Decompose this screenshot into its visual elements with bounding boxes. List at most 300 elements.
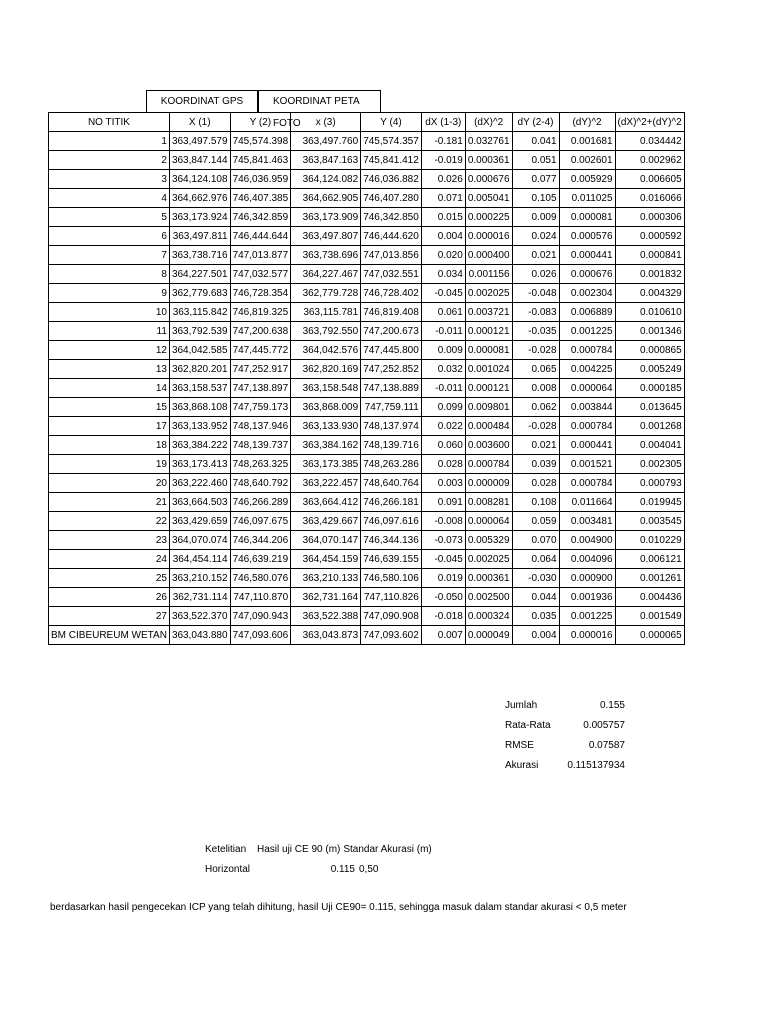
table-cell: 747,200.638 <box>230 322 291 341</box>
table-cell: 747,252.917 <box>230 360 291 379</box>
table-cell: 746,036.882 <box>361 170 422 189</box>
col-header-y4: Y (4) <box>361 113 422 132</box>
table-cell: 0.003844 <box>559 398 615 417</box>
table-cell: 0.001521 <box>559 455 615 474</box>
point-id-cell: 21 <box>49 493 170 512</box>
table-cell: -0.008 <box>421 512 465 531</box>
table-cell: 0.000361 <box>465 151 512 170</box>
table-cell: 363,738.716 <box>169 246 230 265</box>
table-cell: 363,133.952 <box>169 417 230 436</box>
table-cell: 0.035 <box>512 607 559 626</box>
table-cell: 0.000784 <box>465 455 512 474</box>
table-cell: 0.000016 <box>559 626 615 645</box>
table-row <box>49 455 685 474</box>
table-cell: 746,728.402 <box>361 284 422 303</box>
point-id-cell: 6 <box>49 227 170 246</box>
table-cell: 363,847.144 <box>169 151 230 170</box>
table-cell: 363,792.550 <box>291 322 361 341</box>
table-cell: 364,662.905 <box>291 189 361 208</box>
table-row <box>49 417 685 436</box>
summary-label: Akurasi <box>505 760 539 771</box>
table-cell: 0.000064 <box>559 379 615 398</box>
table-cell: 0.051 <box>512 151 559 170</box>
table-cell: 748,137.974 <box>361 417 422 436</box>
table-cell: 0.001549 <box>615 607 684 626</box>
table-cell: 0.001225 <box>559 322 615 341</box>
table-cell: 0.000361 <box>465 569 512 588</box>
point-id-cell: 24 <box>49 550 170 569</box>
table-row <box>49 151 685 170</box>
table-cell: 0.000576 <box>559 227 615 246</box>
table-cell: 363,115.781 <box>291 303 361 322</box>
table-cell: 364,124.108 <box>169 170 230 189</box>
table-cell: 0.000081 <box>465 341 512 360</box>
point-id-cell: 12 <box>49 341 170 360</box>
table-cell: 363,522.370 <box>169 607 230 626</box>
table-row <box>49 208 685 227</box>
table-cell: 364,227.501 <box>169 265 230 284</box>
col-header-x3: x (3) <box>291 113 361 132</box>
table-cell: 746,407.280 <box>361 189 422 208</box>
table-cell: 0.009 <box>421 341 465 360</box>
table-cell: 0.011025 <box>559 189 615 208</box>
table-row <box>49 607 685 626</box>
table-cell: 0.008281 <box>465 493 512 512</box>
table-cell: 746,342.850 <box>361 208 422 227</box>
table-cell: 363,429.659 <box>169 512 230 531</box>
table-row <box>49 474 685 493</box>
table-cell: 0.000016 <box>465 227 512 246</box>
point-id-cell: 4 <box>49 189 170 208</box>
table-cell: 363,173.924 <box>169 208 230 227</box>
table-cell: 0.022 <box>421 417 465 436</box>
table-cell: 746,036.959 <box>230 170 291 189</box>
point-id-cell: 13 <box>49 360 170 379</box>
table-row <box>49 341 685 360</box>
table-cell: 746,097.616 <box>361 512 422 531</box>
table-cell: 0.004329 <box>615 284 684 303</box>
table-cell: 747,013.856 <box>361 246 422 265</box>
summary-label: Rata-Rata <box>505 720 551 731</box>
point-id-cell: 20 <box>49 474 170 493</box>
table-cell: 746,728.354 <box>230 284 291 303</box>
table-cell: 0.000784 <box>559 341 615 360</box>
table-cell: 364,070.147 <box>291 531 361 550</box>
table-cell: 0.001261 <box>615 569 684 588</box>
table-cell: 747,013.877 <box>230 246 291 265</box>
table-cell: 746,266.289 <box>230 493 291 512</box>
table-body <box>49 132 685 645</box>
point-id-cell: 7 <box>49 246 170 265</box>
summary-value: 0.07587 <box>588 740 625 751</box>
table-cell: -0.018 <box>421 607 465 626</box>
table-cell: 364,454.114 <box>169 550 230 569</box>
table-cell: 362,731.164 <box>291 588 361 607</box>
table-cell: 363,210.133 <box>291 569 361 588</box>
table-cell: 363,664.412 <box>291 493 361 512</box>
table-cell: -0.181 <box>421 132 465 151</box>
table-cell: 745,841.412 <box>361 151 422 170</box>
table-cell: 0.000064 <box>465 512 512 531</box>
table-cell: 363,158.548 <box>291 379 361 398</box>
table-cell: 747,093.602 <box>361 626 422 645</box>
table-row <box>49 227 685 246</box>
point-id-cell: 19 <box>49 455 170 474</box>
table-cell: 746,819.325 <box>230 303 291 322</box>
group-header-gps: KOORDINAT GPS <box>146 90 258 112</box>
col-header-dx: dX (1-3) <box>421 113 465 132</box>
table-cell: -0.050 <box>421 588 465 607</box>
table-cell: 0.000793 <box>615 474 684 493</box>
table-cell: 0.004096 <box>559 550 615 569</box>
table-cell: 0.005249 <box>615 360 684 379</box>
table-cell: 0.091 <box>421 493 465 512</box>
table-cell: 363,847.163 <box>291 151 361 170</box>
table-row <box>49 132 685 151</box>
table-cell: 0.004225 <box>559 360 615 379</box>
point-id-cell: 15 <box>49 398 170 417</box>
table-cell: 746,639.219 <box>230 550 291 569</box>
table-cell: 0.000484 <box>465 417 512 436</box>
table-cell: 364,124.082 <box>291 170 361 189</box>
table-cell: 0.071 <box>421 189 465 208</box>
table-cell: 0.002304 <box>559 284 615 303</box>
table-cell: 363,210.152 <box>169 569 230 588</box>
table-cell: 364,454.159 <box>291 550 361 569</box>
table-row <box>49 246 685 265</box>
table-cell: 746,266.181 <box>361 493 422 512</box>
ketelitian-value-row <box>205 860 432 880</box>
col-header-dy: dY (2-4) <box>512 113 559 132</box>
table-cell: 0.065 <box>512 360 559 379</box>
table-cell: 363,792.539 <box>169 322 230 341</box>
point-id-cell: 10 <box>49 303 170 322</box>
table-row <box>49 303 685 322</box>
table-row <box>49 626 685 645</box>
table-cell: 0.064 <box>512 550 559 569</box>
table-cell: 0.000324 <box>465 607 512 626</box>
table-cell: 0.000592 <box>615 227 684 246</box>
horizontal-label: Horizontal <box>205 864 251 875</box>
table-cell: 746,580.106 <box>361 569 422 588</box>
table-cell: 0.000121 <box>465 322 512 341</box>
table-cell: 0.002601 <box>559 151 615 170</box>
table-cell: 0.001681 <box>559 132 615 151</box>
table-cell: -0.045 <box>421 550 465 569</box>
ketelitian-block <box>205 840 432 880</box>
table-cell: 0.062 <box>512 398 559 417</box>
table-cell: 0.001024 <box>465 360 512 379</box>
table-cell: 0.000400 <box>465 246 512 265</box>
table-cell: 0.009 <box>512 208 559 227</box>
table-cell: 745,841.463 <box>230 151 291 170</box>
table-row <box>49 512 685 531</box>
table-cell: 747,032.551 <box>361 265 422 284</box>
table-row <box>49 322 685 341</box>
group-header-peta-foto: KOORDINAT PETA FOTO <box>258 90 381 112</box>
table-cell: 0.000049 <box>465 626 512 645</box>
table-cell: 0.039 <box>512 455 559 474</box>
table-cell: 0.020 <box>421 246 465 265</box>
summary-value: 0.005757 <box>583 720 625 731</box>
table-cell: 363,115.842 <box>169 303 230 322</box>
table-cell: 363,497.811 <box>169 227 230 246</box>
icp-table <box>48 112 685 645</box>
table-cell: 0.019 <box>421 569 465 588</box>
table-cell: 363,497.760 <box>291 132 361 151</box>
point-id-cell: 9 <box>49 284 170 303</box>
table-cell: 0.006889 <box>559 303 615 322</box>
summary-label: Jumlah <box>505 700 538 711</box>
table-cell: 748,640.764 <box>361 474 422 493</box>
table-cell: 0.002962 <box>615 151 684 170</box>
table-cell: 0.001156 <box>465 265 512 284</box>
header-row <box>49 113 685 132</box>
table-cell: 0.000784 <box>559 474 615 493</box>
point-id-cell: 18 <box>49 436 170 455</box>
table-cell: 746,342.859 <box>230 208 291 227</box>
table-cell: 0.001268 <box>615 417 684 436</box>
table-cell: 363,173.909 <box>291 208 361 227</box>
col-header-x1: X (1) <box>169 113 230 132</box>
table-cell: 0.002025 <box>465 550 512 569</box>
table-cell: 747,252.852 <box>361 360 422 379</box>
point-id-cell: BM CIBEUREUM WETAN <box>49 626 170 645</box>
table-cell: 0.061 <box>421 303 465 322</box>
point-id-cell: 14 <box>49 379 170 398</box>
table-cell: 0.005929 <box>559 170 615 189</box>
table-cell: -0.011 <box>421 379 465 398</box>
point-id-cell: 3 <box>49 170 170 189</box>
table-cell: 363,868.108 <box>169 398 230 417</box>
table-cell: 0.000306 <box>615 208 684 227</box>
table-cell: 364,227.467 <box>291 265 361 284</box>
table-cell: 362,779.683 <box>169 284 230 303</box>
table-cell: 363,522.388 <box>291 607 361 626</box>
table-cell: 0.000676 <box>465 170 512 189</box>
table-cell: 0.000441 <box>559 246 615 265</box>
table-cell: 747,110.826 <box>361 588 422 607</box>
table-cell: 0.060 <box>421 436 465 455</box>
table-row <box>49 493 685 512</box>
table-cell: 0.021 <box>512 246 559 265</box>
table-cell: 746,344.206 <box>230 531 291 550</box>
table-cell: 0.002025 <box>465 284 512 303</box>
table-cell: 746,097.675 <box>230 512 291 531</box>
table-cell: 0.003721 <box>465 303 512 322</box>
table-cell: 0.041 <box>512 132 559 151</box>
table-cell: 362,820.169 <box>291 360 361 379</box>
table-cell: 0.004436 <box>615 588 684 607</box>
table-cell: 0.003 <box>421 474 465 493</box>
table-cell: 363,868.009 <box>291 398 361 417</box>
table-cell: 0.004900 <box>559 531 615 550</box>
table-cell: 363,384.162 <box>291 436 361 455</box>
table-cell: 0.000676 <box>559 265 615 284</box>
table-cell: 0.000065 <box>615 626 684 645</box>
point-id-cell: 2 <box>49 151 170 170</box>
summary-label: RMSE <box>505 740 534 751</box>
summary-row-jumlah <box>505 696 625 716</box>
point-id-cell: 1 <box>49 132 170 151</box>
table-cell: -0.073 <box>421 531 465 550</box>
point-id-cell: 25 <box>49 569 170 588</box>
table-cell: 0.044 <box>512 588 559 607</box>
conclusion-text: berdasarkan hasil pengecekan ICP yang telah dihitung, hasil Uji CE90= 0.115, sehingga masuk dalam standar akurasi < 0,5 meter <box>50 902 627 913</box>
table-cell: 747,759.111 <box>361 398 422 417</box>
table-cell: 363,497.579 <box>169 132 230 151</box>
point-id-cell: 11 <box>49 322 170 341</box>
table-cell: 748,263.325 <box>230 455 291 474</box>
point-id-cell: 8 <box>49 265 170 284</box>
table-cell: 363,497.807 <box>291 227 361 246</box>
table-cell: 0.034 <box>421 265 465 284</box>
table-cell: 0.003545 <box>615 512 684 531</box>
summary-row-akurasi <box>505 756 625 776</box>
table-row <box>49 170 685 189</box>
summary-row-rata-rata <box>505 716 625 736</box>
ce90-header: Hasil uji CE 90 (m) <box>257 844 341 855</box>
summary-row-rmse <box>505 736 625 756</box>
table-cell: 747,110.870 <box>230 588 291 607</box>
table-cell: 746,580.076 <box>230 569 291 588</box>
table-cell: 747,445.800 <box>361 341 422 360</box>
table-cell: 748,139.716 <box>361 436 422 455</box>
table-cell: 0.010610 <box>615 303 684 322</box>
table-cell: 747,138.889 <box>361 379 422 398</box>
table-cell: 0.000900 <box>559 569 615 588</box>
point-id-cell: 17 <box>49 417 170 436</box>
table-cell: 363,158.537 <box>169 379 230 398</box>
table-cell: 0.002500 <box>465 588 512 607</box>
table-row <box>49 398 685 417</box>
table-row <box>49 531 685 550</box>
table-cell: 745,574.398 <box>230 132 291 151</box>
table-cell: 0.021 <box>512 436 559 455</box>
table-cell: 364,042.576 <box>291 341 361 360</box>
table-cell: 0.003481 <box>559 512 615 531</box>
table-cell: 0.005041 <box>465 189 512 208</box>
table-cell: 0.059 <box>512 512 559 531</box>
table-cell: 0.003600 <box>465 436 512 455</box>
summary-value: 0.115137934 <box>567 760 625 771</box>
table-row <box>49 379 685 398</box>
table-cell: 0.000121 <box>465 379 512 398</box>
point-id-cell: 27 <box>49 607 170 626</box>
table-cell: 0.000865 <box>615 341 684 360</box>
table-cell: 748,263.286 <box>361 455 422 474</box>
table-row <box>49 189 685 208</box>
table-cell: 362,731.114 <box>169 588 230 607</box>
table-cell: 0.001832 <box>615 265 684 284</box>
table-cell: 0.005329 <box>465 531 512 550</box>
table-cell: 747,090.943 <box>230 607 291 626</box>
table-cell: 0.001346 <box>615 322 684 341</box>
col-header-dy2: (dY)^2 <box>559 113 615 132</box>
table-cell: 0.024 <box>512 227 559 246</box>
table-cell: -0.048 <box>512 284 559 303</box>
table-cell: 0.000185 <box>615 379 684 398</box>
table-cell: 748,139.737 <box>230 436 291 455</box>
table-cell: 0.013645 <box>615 398 684 417</box>
table-row <box>49 360 685 379</box>
table-cell: 0.019945 <box>615 493 684 512</box>
table-cell: 0.004 <box>421 227 465 246</box>
point-id-cell: 23 <box>49 531 170 550</box>
point-id-cell: 26 <box>49 588 170 607</box>
table-cell: 0.032761 <box>465 132 512 151</box>
table-cell: 363,133.930 <box>291 417 361 436</box>
table-cell: 0.006605 <box>615 170 684 189</box>
table-row <box>49 550 685 569</box>
table-cell: 0.108 <box>512 493 559 512</box>
table-cell: 0.016066 <box>615 189 684 208</box>
table-cell: 0.011664 <box>559 493 615 512</box>
table-cell: 364,662.976 <box>169 189 230 208</box>
table-cell: 746,407.385 <box>230 189 291 208</box>
table-cell: -0.028 <box>512 341 559 360</box>
table-row <box>49 588 685 607</box>
table-cell: 747,445.772 <box>230 341 291 360</box>
table-cell: 0.001936 <box>559 588 615 607</box>
table-cell: 0.000841 <box>615 246 684 265</box>
table-cell: 745,574.357 <box>361 132 422 151</box>
table-cell: 364,042.585 <box>169 341 230 360</box>
table-cell: 0.034442 <box>615 132 684 151</box>
ce90-value: 0.115 <box>330 864 355 875</box>
table-cell: 0.077 <box>512 170 559 189</box>
table-cell: 363,384.222 <box>169 436 230 455</box>
table-cell: 747,032.577 <box>230 265 291 284</box>
table-cell: 0.008 <box>512 379 559 398</box>
table-cell: 0.000009 <box>465 474 512 493</box>
table-cell: 0.000784 <box>559 417 615 436</box>
summary-block <box>505 696 625 776</box>
table-cell: 0.001225 <box>559 607 615 626</box>
col-header-sum: (dX)^2+(dY)^2 <box>615 113 684 132</box>
table-cell: 746,444.620 <box>361 227 422 246</box>
table-cell: 0.010229 <box>615 531 684 550</box>
table-cell: 0.002305 <box>615 455 684 474</box>
table-cell: 364,070.074 <box>169 531 230 550</box>
table-cell: 746,344.136 <box>361 531 422 550</box>
table-cell: 747,093.606 <box>230 626 291 645</box>
table-cell: 363,043.873 <box>291 626 361 645</box>
table-row <box>49 284 685 303</box>
table-cell: 746,639.155 <box>361 550 422 569</box>
table-cell: 747,138.897 <box>230 379 291 398</box>
col-header-y2: Y (2) <box>230 113 291 132</box>
table-cell: 0.026 <box>421 170 465 189</box>
table-cell: 747,759.173 <box>230 398 291 417</box>
table-cell: 0.007 <box>421 626 465 645</box>
table-cell: 363,173.413 <box>169 455 230 474</box>
table-row <box>49 569 685 588</box>
table-cell: 747,200.673 <box>361 322 422 341</box>
standar-akurasi-header: Standar Akurasi (m) <box>343 844 432 855</box>
table-cell: 363,222.457 <box>291 474 361 493</box>
table-row <box>49 265 685 284</box>
table-cell: -0.083 <box>512 303 559 322</box>
table-cell: 0.004041 <box>615 436 684 455</box>
point-id-cell: 5 <box>49 208 170 227</box>
table-cell: 0.000441 <box>559 436 615 455</box>
table-cell: 0.070 <box>512 531 559 550</box>
table-cell: 0.015 <box>421 208 465 227</box>
table-cell: -0.035 <box>512 322 559 341</box>
table-cell: 363,664.503 <box>169 493 230 512</box>
table-cell: 0.032 <box>421 360 465 379</box>
